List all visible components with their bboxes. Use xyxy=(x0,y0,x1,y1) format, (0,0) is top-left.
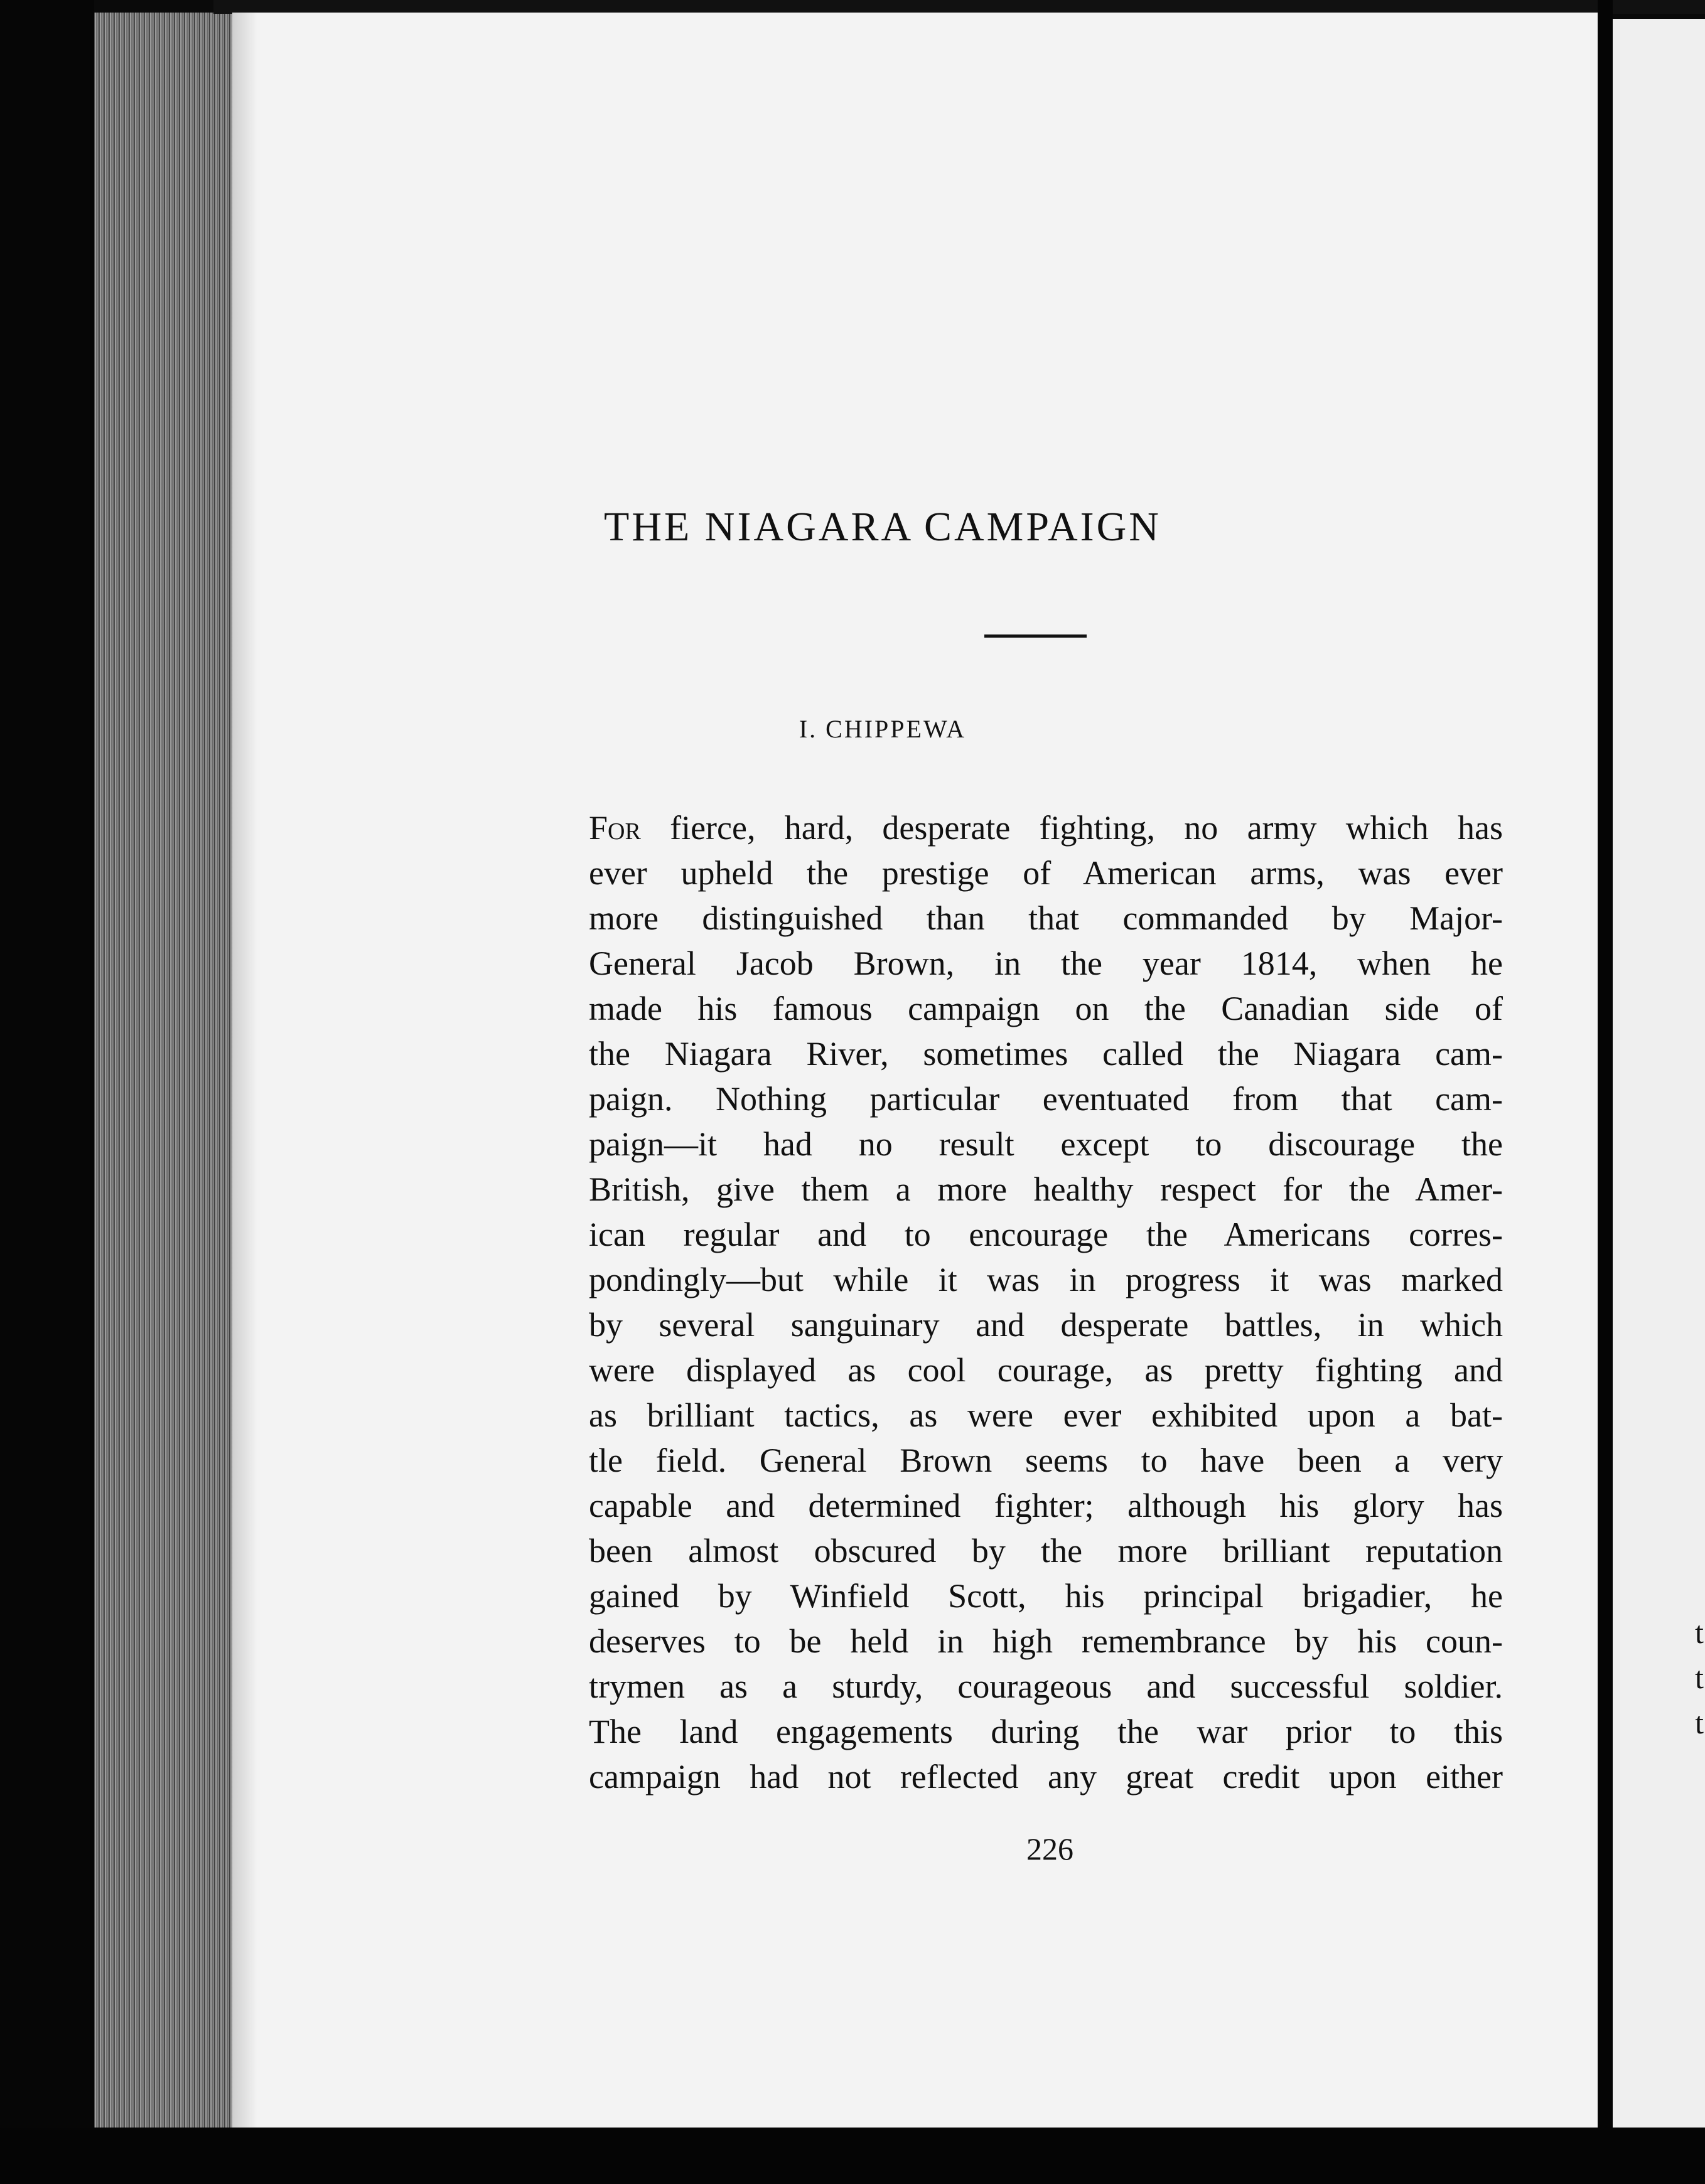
text-line: tle field. General Brown seems to have been a very xyxy=(589,1442,1503,1479)
scan-top-border xyxy=(213,0,1705,14)
drop-word: For xyxy=(589,809,641,847)
title-rule xyxy=(984,634,1087,638)
text-line: more distinguished than that commanded by Major- xyxy=(589,899,1503,937)
text-line: by several sanguinary and desperate battles, in which xyxy=(589,1306,1503,1344)
text-line: paign. Nothing particular eventuated from that cam- xyxy=(589,1080,1503,1118)
section-heading: I. CHIPPEWA xyxy=(799,715,967,743)
text-line: as brilliant tactics, as were ever exhibited upon a bat- xyxy=(589,1396,1503,1434)
text-line: made his famous campaign on the Canadian side of xyxy=(589,990,1503,1027)
text-line: paign—it had no result except to discourage the xyxy=(589,1125,1503,1163)
scan-bottom-border xyxy=(0,2128,1705,2184)
text-line: capable and determined fighter; although his glory has xyxy=(589,1487,1503,1524)
text-line: the Niagara River, sometimes called the Niagara cam- xyxy=(589,1035,1503,1073)
body-paragraph xyxy=(589,805,1503,1799)
book-spine-gutter xyxy=(1598,0,1613,2184)
text-line: campaign had not reflected any great credit upon either xyxy=(589,1758,1503,1796)
page-gutter-shadow xyxy=(232,13,257,2128)
text-line: ever upheld the prestige of American arms, was ever xyxy=(589,854,1503,892)
book-page-edges xyxy=(94,13,245,2128)
text-line: trymen as a sturdy, courageous and successful soldier. xyxy=(589,1667,1503,1705)
text-line: were displayed as cool courage, as pretty fighting and xyxy=(589,1351,1503,1389)
text-line: been almost obscured by the more brilliant reputation xyxy=(589,1532,1503,1570)
facing-fragment: t xyxy=(1695,1660,1704,1695)
text-line: The land engagements during the war prior to this xyxy=(589,1713,1503,1750)
facing-fragment: t xyxy=(1695,1615,1704,1650)
text-line: pondingly—but while it was in progress it was marked xyxy=(589,1261,1503,1298)
text-line: General Jacob Brown, in the year 1814, when he xyxy=(589,945,1503,982)
facing-page-edge xyxy=(1613,19,1705,2134)
text-line: deserves to be held in high remembrance by his coun- xyxy=(589,1622,1503,1660)
text-line: British, give them a more healthy respect for the Amer- xyxy=(589,1170,1503,1208)
text-line: gained by Winfield Scott, his principal brigadier, he xyxy=(589,1577,1503,1615)
facing-page-text-fragments xyxy=(1695,1610,1704,1745)
scan-background-left xyxy=(0,0,94,2184)
text-line: For fierce, hard, desperate fighting, no army which has xyxy=(589,809,1503,847)
text-line: ican regular and to encourage the Americans corres- xyxy=(589,1216,1503,1253)
facing-fragment: t xyxy=(1695,1705,1704,1740)
page-number: 226 xyxy=(1026,1831,1073,1866)
chapter-title: THE NIAGARA CAMPAIGN xyxy=(604,504,1161,550)
